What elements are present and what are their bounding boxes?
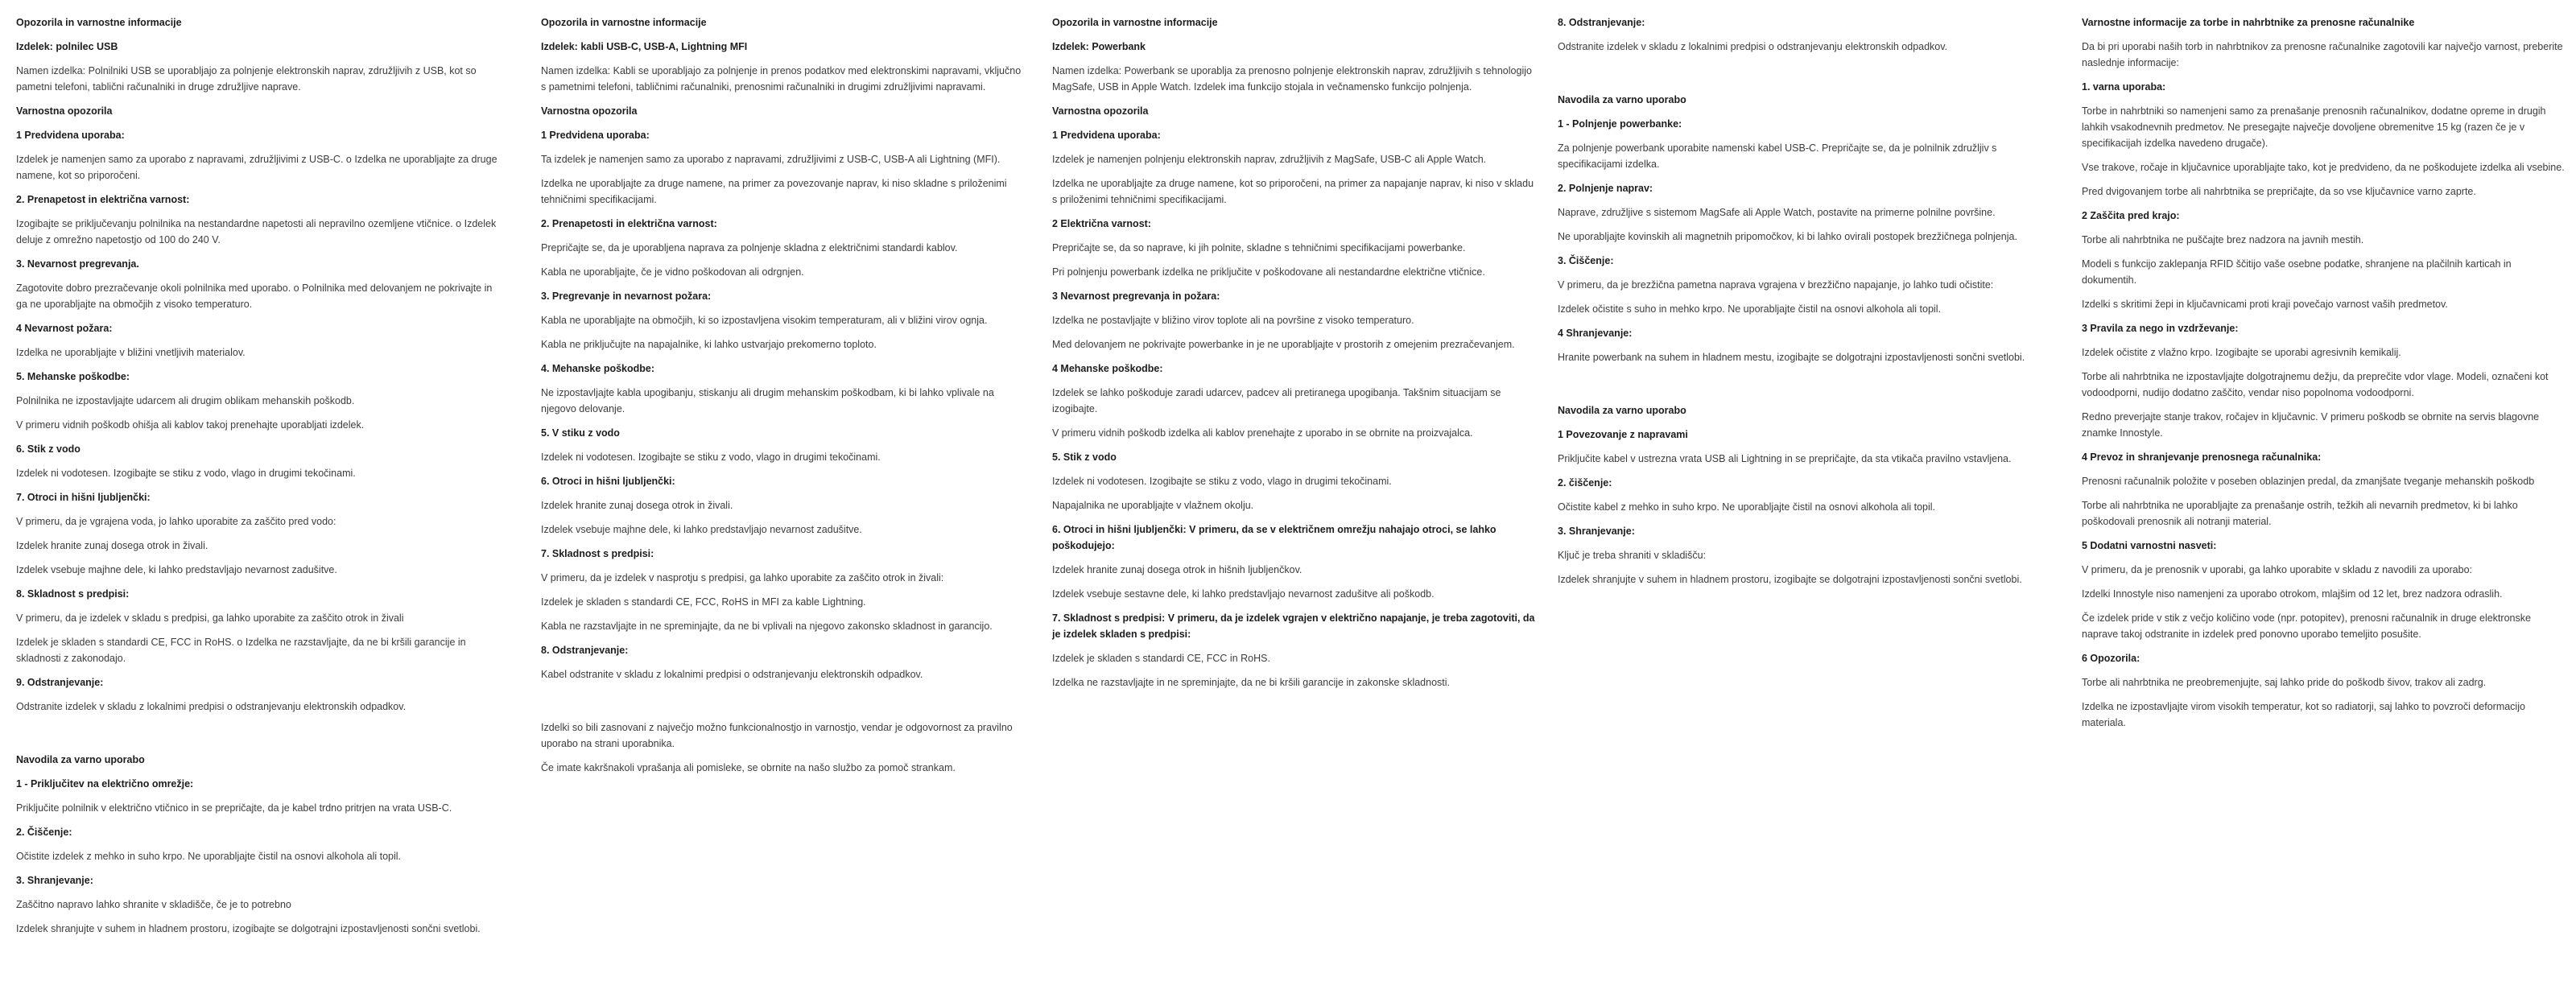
paragraph: Ključ je treba shraniti v skladišču: [1558,550,1707,561]
section-heading: Navodila za varno uporabo [1558,94,1686,105]
paragraph: Izdelek se lahko poškoduje zaradi udarcev, padcev ali pretiranega upogibanja. Takšnim situacijam se izogibajte. [1052,387,1501,414]
paragraph: Kabla ne uporabljajte na območjih, ki so izpostavljena visokim temperaturam, ali v bližini virov ognja. [541,315,988,326]
paragraph: Izdelek vsebuje sestavne dele, ki lahko predstavljajo nevarnost zadušitve ali poškodb. [1052,588,1435,600]
paragraph: Izdelka ne uporabljajte za druge namene, na primer za povezovanje naprav, ki niso skladne s priloženimi tehničnimi specifikacijami. [541,178,1007,205]
section-heading: 1 Predvidena uporaba: [541,130,650,141]
paragraph: Polnilnika ne izpostavljajte udarcem ali drugim oblikam mehanskih poškodb. [16,395,355,406]
section-heading: 6. Otroci in hišni ljubljenčki: [541,476,675,487]
paragraph: Namen izdelka: Powerbank se uporablja za prenosno polnjenje elektronskih naprav, združljivih s tehnologijo MagSafe, USB in Apple Watch. Izdelek ima funkcijo stojala in večnamensko funkcijo polnjenja. [1052,65,1532,93]
section-heading: 2. Prenapetost in električna varnost: [16,194,190,205]
paragraph: Pred dvigovanjem torbe ali nahrbtnika se prepričajte, da so vse ključavnice varno zaprte. [2082,186,2476,197]
paragraph: Če izdelek pride v stik z večjo količino vode (npr. potopitev), prenosni računalnik in druge elektronske naprave takoj odstranite in izdelek pred ponovno uporabo temeljito posušite. [2082,612,2531,640]
section-heading: Izdelek: Powerbank [1052,41,1146,52]
paragraph: Prepričajte se, da je uporabljena naprava za polnjenje skladna z električnimi standardi kablov. [541,242,958,254]
paragraph: Izdelek hranite zunaj dosega otrok in hišnih ljubljenčkov. [1052,564,1302,575]
paragraph: Očistite izdelek z mehko in suho krpo. Ne uporabljajte čistil na osnovi alkohola ali topil. [16,851,402,862]
section-heading: 3. Nevarnost pregrevanja. [16,258,139,270]
paragraph: Naprave, združljive s sistemom MagSafe ali Apple Watch, postavite na primerne polnilne površine. [1558,207,1996,218]
paragraph: Kabla ne uporabljajte, če je vidno poškodovan ali odrgnjen. [541,266,804,278]
paragraph: Izdelki so bili zasnovani z največjo možno funkcionalnostjo in varnostjo, vendar je odgovornost za pravilno uporabo na strani uporabnika. [541,722,1013,749]
paragraph: Vse trakove, ročaje in ključavnice uporabljajte tako, kot je predvideno, da ne poškodujete izdelka ali vsebine. [2082,162,2565,173]
paragraph: Izdelki s skritimi žepi in ključavnicami proti kraji povečajo varnost vaših predmetov. [2082,299,2448,310]
paragraph: Kabel odstranite v skladu z lokalnimi predpisi o odstranjevanju elektronskih odpadkov. [541,669,923,680]
paragraph: Če imate kakršnakoli vprašanja ali pomisleke, se obrnite na našo službo za pomoč strankam. [541,762,956,773]
section-heading: 4 Prevoz in shranjevanje prenosnega računalnika: [2082,451,2322,463]
section-heading: 5. V stiku z vodo [541,427,620,439]
section-heading: 1 Predvidena uporaba: [16,130,125,141]
paragraph: V primeru, da je vgrajena voda, jo lahko uporabite za zaščito pred vodo: [16,516,336,527]
section-heading: 5. Mehanske poškodbe: [16,371,130,382]
paragraph: Torbe ali nahrbtnika ne puščajte brez nadzora na javnih mestih. [2082,234,2364,245]
paragraph: Ne izpostavljajte kabla upogibanju, stiskanju ali drugim mehanskim poškodbam, ki bi lahko vplivale na njegovo delovanje. [541,387,994,414]
section-heading: Izdelek: kabli USB-C, USB-A, Lightning MFI [541,41,748,52]
section-heading: 1. varna uporaba: [2082,81,2166,93]
section-spacer [1558,63,2044,84]
section-heading: 9. Odstranjevanje: [16,677,104,688]
section-heading: 4 Mehanske poškodbe: [1052,363,1163,374]
paragraph: Izdelek vsebuje majhne dele, ki lahko predstavljajo nevarnost zadušitve. [16,564,337,575]
paragraph: Hranite powerbank na suhem in hladnem mestu, izogibajte se dolgotrajni izpostavljenosti sončni svetlobi. [1558,352,2025,363]
paragraph: Prepričajte se, da so naprave, ki jih polnite, skladne s tehničnimi specifikacijami powerbanke. [1052,242,1466,254]
paragraph: Izdelka ne uporabljajte za druge namene, kot so priporočeni, na primer za napajanje naprav, ki niso v skladu s priloženimi tehničnimi specifikacijami. [1052,178,1534,205]
section-heading: 2. Čiščenje: [16,827,72,838]
section-heading: Varnostna opozorila [16,105,113,117]
paragraph: Izogibajte se priključevanju polnilnika na nestandardne napetosti ali nepravilno ozemljene vtičnice. o Izdelek deluje z omrežno napetostjo od 100 do 240 V. [16,218,497,245]
paragraph: Izdelek hranite zunaj dosega otrok in živali. [16,540,208,551]
section-heading: 1 Predvidena uporaba: [1052,130,1161,141]
paragraph: Izdelek vsebuje majhne dele, ki lahko predstavljajo nevarnost zadušitve. [541,524,862,535]
paragraph: Izdelek očistite z vlažno krpo. Izogibajte se uporabi agresivnih kemikalij. [2082,347,2401,358]
section-heading: 6. Stik z vodo [16,443,80,455]
section-heading: 3 Pravila za nego in vzdrževanje: [2082,323,2239,334]
paragraph: Izdelka ne izpostavljajte virom visokih temperatur, kot so radiatorji, saj lahko to povzroči deformacijo materiala. [2082,701,2525,728]
section-spacer [541,691,1027,711]
section-heading: 3. Shranjevanje: [1558,526,1635,537]
paragraph: Zaščitno napravo lahko shranite v skladišče, če je to potrebno [16,899,291,910]
section-heading: Navodila za varno uporabo [1558,405,1686,416]
paragraph: Kabla ne priključujte na napajalnike, ki lahko ustvarjajo prekomerno toploto. [541,339,877,350]
paragraph: Ne uporabljajte kovinskih ali magnetnih pripomočkov, ki bi lahko ovirali postopek brezžičnega polnjenja. [1558,231,2017,242]
paragraph: Priključite polnilnik v električno vtičnico in se prepričajte, da je kabel trdno pritrjen na vrata USB-C. [16,802,452,814]
paragraph: Namen izdelka: Kabli se uporabljajo za polnjenje in prenos podatkov med elektronskimi napravami, vključno s pametnimi telefoni, tabličnimi računalniki, prenosnimi računalniki in drugimi združljivimi napravami. [541,65,1022,93]
document-column-2 [541,14,1027,784]
section-heading: 8. Odstranjevanje: [1558,17,1645,28]
section-heading: 6. Otroci in hišni ljubljenčki: V primeru, da se v električnem omrežju nahajajo otroci, se lahko poškodujejo: [1052,524,1496,551]
section-heading: 7. Skladnost s predpisi: V primeru, da je izdelek vgrajen v električno napajanje, je treba zagotoviti, da je izdelek skladen s predpisi: [1052,612,1535,640]
section-heading: 6 Opozorila: [2082,653,2140,664]
paragraph: Izdelek hranite zunaj dosega otrok in živali. [541,500,733,511]
paragraph: Izdelek je skladen s standardi CE, FCC, RoHS in MFI za kable Lightning. [541,596,866,608]
document-column-3 [1052,14,1538,699]
document-column-5 [2082,14,2568,739]
paragraph: Napajalnika ne uporabljajte v vlažnem okolju. [1052,500,1254,511]
paragraph: Izdelek shranjujte v suhem in hladnem prostoru, izogibajte se dolgotrajni izpostavljenosti sončni svetlobi. [1558,574,2022,585]
document-column-4 [1558,14,2044,596]
paragraph: Torbe ali nahrbtnika ne uporabljajte za prenašanje ostrih, težkih ali nevarnih predmetov, ki bi lahko poškodovali prenosnik ali notranji material. [2082,500,2518,527]
paragraph: Očistite kabel z mehko in suho krpo. Ne uporabljajte čistil na osnovi alkohola ali topil. [1558,501,1935,513]
paragraph: Namen izdelka: Polnilniki USB se uporabljajo za polnjenje elektronskih naprav, združljivih z USB, kot so pametni telefoni, tablični računalniki in druge združljive naprave. [16,65,477,93]
section-heading: 8. Skladnost s predpisi: [16,588,130,600]
section-spacer [16,723,502,744]
paragraph: Izdelka ne postavljajte v bližino virov toplote ali na površine z visoko temperaturo. [1052,315,1414,326]
paragraph: Izdelek ni vodotesen. Izogibajte se stiku z vodo, vlago in drugimi tekočinami. [541,451,881,463]
section-heading: 4 Shranjevanje: [1558,328,1633,339]
section-heading: 5. Stik z vodo [1052,451,1117,463]
paragraph: Izdelek je namenjen samo za uporabo z napravami, združljivimi z USB-C. o Izdelka ne uporabljajte za druge namene, kot so priporočeni. [16,154,497,181]
paragraph: Redno preverjajte stanje trakov, ročajev in ključavnic. V primeru poškodb se obrnite na servis blagovne znamke Innostyle. [2082,411,2540,439]
section-heading: 1 Povezovanje z napravami [1558,429,1688,440]
section-heading: 3 Nevarnost pregrevanja in požara: [1052,291,1220,302]
paragraph: V primeru vidnih poškodb izdelka ali kablov prenehajte z uporabo in se obrnite na proizvajalca. [1052,427,1473,439]
paragraph: Izdelka ne razstavljajte in ne spreminjajte, da ne bi kršili garancije in zakonske skladnosti. [1052,677,1451,688]
section-heading: Opozorila in varnostne informacije [541,17,707,28]
section-heading: 2 Zaščita pred krajo: [2082,210,2180,221]
section-heading: 2. Polnjenje naprav: [1558,183,1653,194]
section-heading: 2. čiščenje: [1558,477,1612,489]
paragraph: Torbe ali nahrbtnika ne preobremenjujte, saj lahko pride do poškodb šivov, trakov ali zadrg. [2082,677,2487,688]
paragraph: Da bi pri uporabi naših torb in nahrbtnikov za prenosne računalnike zagotovili kar največjo varnost, preberite naslednje informacije: [2082,41,2563,68]
section-heading: 5 Dodatni varnostni nasveti: [2082,540,2217,551]
section-heading: 3. Shranjevanje: [16,875,93,886]
section-heading: 8. Odstranjevanje: [541,645,629,656]
section-heading: 4. Mehanske poškodbe: [541,363,655,374]
paragraph: Zagotovite dobro prezračevanje okoli polnilnika med uporabo. o Polnilnika med delovanjem ne pokrivajte in ga ne uporabljajte na območjih z visoko temperaturo. [16,282,493,310]
section-heading: 2. Prenapetosti in električna varnost: [541,218,717,229]
section-spacer [1558,373,2044,394]
paragraph: Odstranite izdelek v skladu z lokalnimi predpisi o odstranjevanju elektronskih odpadkov. [1558,41,1948,52]
paragraph: V primeru, da je izdelek v nasprotju s predpisi, ga lahko uporabite za zaščito otrok in živali: [541,572,944,583]
paragraph: Torbe in nahrbtniki so namenjeni samo za prenašanje prenosnih računalnikov, dodatne opreme in drugih lahkih vsakodnevnih predmetov. Ne presegajte največje dovoljene obremenitve 15 kg (razen če je v specifikacijah izdelka navedeno drugače). [2082,105,2546,149]
paragraph: V primeru, da je brezžična pametna naprava vgrajena v brezžično napajanje, jo lahko tudi očistite: [1558,279,1994,291]
paragraph: Priključite kabel v ustrezna vrata USB ali Lightning in se prepričajte, da sta vtikača pravilno vstavljena. [1558,453,2012,464]
paragraph: Izdelek ni vodotesen. Izogibajte se stiku z vodo, vlago in drugimi tekočinami. [1052,476,1392,487]
paragraph: Izdelek očistite s suho in mehko krpo. Ne uporabljajte čistil na osnovi alkohola ali topil. [1558,303,1941,315]
section-heading: Varnostna opozorila [541,105,638,117]
paragraph: Izdelka ne uporabljajte v bližini vnetljivih materialov. [16,347,246,358]
section-heading: 4 Nevarnost požara: [16,323,113,334]
section-heading: 3. Pregrevanje in nevarnost požara: [541,291,712,302]
paragraph: Izdelek je skladen s standardi CE, FCC in RoHS. [1052,653,1270,664]
section-heading: 1 - Priključitev na električno omrežje: [16,778,194,790]
paragraph: Izdelek je namenjen polnjenju elektronskih naprav, združljivih z MagSafe, USB-C ali Apple Watch. [1052,154,1487,165]
paragraph: Odstranite izdelek v skladu z lokalnimi predpisi o odstranjevanju elektronskih odpadkov. [16,701,407,712]
section-heading: 2 Električna varnost: [1052,218,1151,229]
paragraph: V primeru vidnih poškodb ohišja ali kablov takoj prenehajte uporabljati izdelek. [16,419,365,431]
section-heading: 7. Otroci in hišni ljubljenčki: [16,492,151,503]
section-heading: Opozorila in varnostne informacije [16,17,182,28]
paragraph: Pri polnjenju powerbank izdelka ne priključite v poškodovane ali nestandardne električne vtičnice. [1052,266,1485,278]
paragraph: Prenosni računalnik položite v poseben oblazinjen predal, da zmanjšate tveganje mehanskih poškodb [2082,476,2535,487]
section-heading: 3. Čiščenje: [1558,255,1614,266]
paragraph: V primeru, da je izdelek v skladu s predpisi, ga lahko uporabite za zaščito otrok in živali [16,612,404,624]
paragraph: Za polnjenje powerbank uporabite namenski kabel USB-C. Prepričajte se, da je polnilnik združljiv s specifikacijami izdelka. [1558,142,1997,170]
paragraph: Izdelek shranjujte v suhem in hladnem prostoru, izogibajte se dolgotrajni izpostavljenosti sončni svetlobi. [16,923,481,934]
paragraph: Izdelek je skladen s standardi CE, FCC in RoHS. o Izdelka ne razstavljajte, da ne bi kršili garancije in skladnosti z zakonodajo. [16,637,466,664]
section-heading: Izdelek: polnilec USB [16,41,118,52]
paragraph: Med delovanjem ne pokrivajte powerbanke in je ne uporabljajte v prostorih z omejenim prezračevanjem. [1052,339,1515,350]
section-heading: 1 - Polnjenje powerbanke: [1558,118,1682,130]
section-heading: Varnostne informacije za torbe in nahrbtnike za prenosne računalnike [2082,17,2415,28]
section-heading: Navodila za varno uporabo [16,754,145,765]
section-heading: Varnostna opozorila [1052,105,1149,117]
paragraph: Ta izdelek je namenjen samo za uporabo z napravami, združljivimi z USB-C, USB-A ali Lightning (MFI). [541,154,1001,165]
paragraph: Kabla ne razstavljajte in ne spreminjajte, da ne bi vplivali na njegovo zakonsko skladnost in garancijo. [541,621,993,632]
paragraph: Torbe ali nahrbtnika ne izpostavljajte dolgotrajnemu dežju, da preprečite vdor vlage. Modeli, označeni kot vodoodporni, nudijo dodatno zaščito, vendar niso popolnoma vodoodporni. [2082,371,2549,398]
paragraph: Modeli s funkcijo zaklepanja RFID ščitijo vaše osebne podatke, shranjene na plačilnih karticah in dokumentih. [2082,258,2512,286]
paragraph: Izdelek ni vodotesen. Izogibajte se stiku z vodo, vlago in drugimi tekočinami. [16,468,356,479]
paragraph: V primeru, da je prenosnik v uporabi, ga lahko uporabite v skladu z navodili za uporabo: [2082,564,2473,575]
section-heading: Opozorila in varnostne informacije [1052,17,1218,28]
paragraph: Izdelki Innostyle niso namenjeni za uporabo otrokom, mlajšim od 12 let, brez nadzora odraslih. [2082,588,2503,600]
section-heading: 7. Skladnost s predpisi: [541,548,654,559]
document-column-1 [16,14,502,945]
